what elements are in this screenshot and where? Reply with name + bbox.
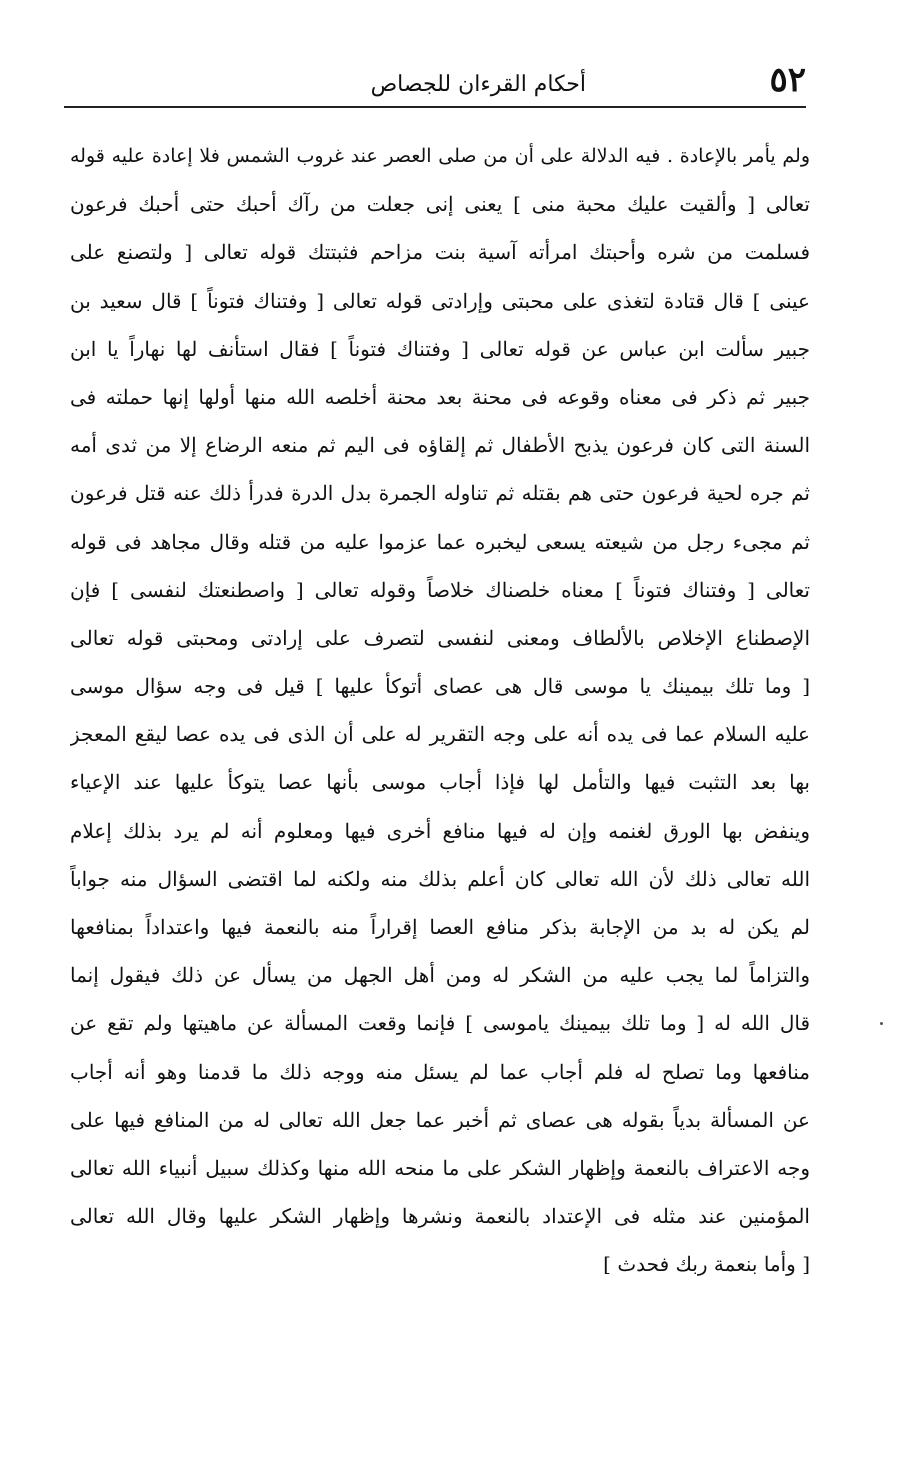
text-line: عليه السلام عما فى يده أنه على وجه التقرير له على أن الذى فى يده عصا ليقع المعجز bbox=[70, 722, 810, 747]
text-line: المؤمنين عند مثله فى الإعتداد بالنعمة ونشرها وإظهار الشكر عليها وقال الله تعالى bbox=[70, 1204, 810, 1229]
text-line: الإصطناع الإخلاص بالألطاف ومعنى لنفسى لتصرف على إرادتى ومحبتى قوله تعالى bbox=[70, 625, 810, 650]
text-line: [ وأما بنعمة ربك فحدث ] bbox=[603, 1252, 810, 1277]
text-line: وينفض بها الورق لغنمه وإن له فيها منافع أخرى فيها ومعلوم أنه لم يرد بذلك إعلام bbox=[70, 818, 810, 843]
text-line: ثم مجىء رجل من شيعته يسعى ليخبره عما عزموا عليه من قتله وقال مجاهد فى قوله bbox=[70, 529, 810, 554]
text-line: بها بعد التثبت فيها والتأمل لها فإذا أجاب موسى بأنها عصا يتوكأ عليها عند الإعياء bbox=[70, 770, 810, 795]
header-rule bbox=[64, 106, 806, 108]
text-line: السنة التى كان فرعون يذبح الأطفال ثم إلقاؤه فى اليم ثم منعه الرضاع إلا من ثدى أمه bbox=[70, 433, 810, 458]
text-line: ولم يأمر بالإعادة . فيه الدلالة على أن من صلى العصر عند غروب الشمس فلا إعادة عليه قوله bbox=[70, 145, 810, 167]
text-line: عينى ] قال قتادة لتغذى على محبتى وإرادتى قوله تعالى [ وفتناك فتوناً ] قال سعيد بن bbox=[70, 288, 810, 313]
text-line: وجه الاعتراف بالنعمة وإظهار الشكر على ما منحه الله منها وكذلك سبيل أنبياء الله تعالى bbox=[70, 1155, 810, 1180]
text-line: والتزاماً لما يجب عليه من الشكر له ومن أهل الجهل من يسأل عن ذلك فيقول إنما bbox=[70, 963, 810, 988]
margin-speck bbox=[880, 1022, 883, 1025]
text-line: تعالى [ وفتناك فتوناً ] معناه خلصناك خلاصاً وقوله تعالى [ واصطنعتك لنفسى ] فإن bbox=[70, 577, 810, 602]
body-text bbox=[70, 132, 810, 1289]
text-line: لم يكن له بد من الإجابة بذكر منافع العصا إقراراً منه بالنعمة فيها واعتداداً بمنافعها bbox=[70, 915, 810, 939]
text-line: عن المسألة بدياً بقوله هى عصاى ثم أخبر عما جعل الله تعالى له من المنافع فيها على bbox=[70, 1107, 810, 1132]
text-line: ثم جره لحية فرعون حتى هم بقتله ثم تناوله الجمرة بدل الدرة فدرأ ذلك عنه قتل فرعون bbox=[70, 481, 810, 506]
text-line: قال الله له [ وما تلك بيمينك ياموسى ] فإنما وقعت المسألة عن ماهيتها ولم تقع عن bbox=[70, 1011, 810, 1036]
text-line: تعالى [ وألقيت عليك محبة منى ] يعنى إنى جعلت من رآك أحبك حتى أحبك فرعون bbox=[70, 192, 810, 217]
text-line: جبير سألت ابن عباس عن قوله تعالى [ وفتناك فتوناً ] فقال استأنف لها نهاراً يا ابن bbox=[70, 336, 810, 361]
running-title: أحكام القرءان للجصاص bbox=[370, 72, 586, 97]
text-line: جبير ثم ذكر فى معناه وقوعه فى محنة بعد محنة أخلصه الله منها أولها إنها حملته فى bbox=[70, 384, 810, 409]
page-header bbox=[64, 62, 806, 108]
text-line: منافعها وما تصلح له فلم أجاب عما لم يسئل منه ووجه ذلك ما قدمنا وهو أنه أجاب bbox=[70, 1059, 810, 1084]
text-line: الله تعالى ذلك لأن الله تعالى كان أعلم بذلك منه ولكنه لما اقتضى السؤال منه جواباً bbox=[70, 866, 810, 891]
page-number: ٥٢ bbox=[769, 60, 806, 100]
text-line: [ وما تلك بيمينك يا موسى قال هى عصاى أتوكأ عليها ] قيل فى وجه سؤال موسى bbox=[70, 674, 810, 699]
text-line: فسلمت من شره وأحبتك امرأته آسية بنت مزاحم فثبتتك قوله تعالى [ ولتصنع على bbox=[70, 240, 810, 265]
